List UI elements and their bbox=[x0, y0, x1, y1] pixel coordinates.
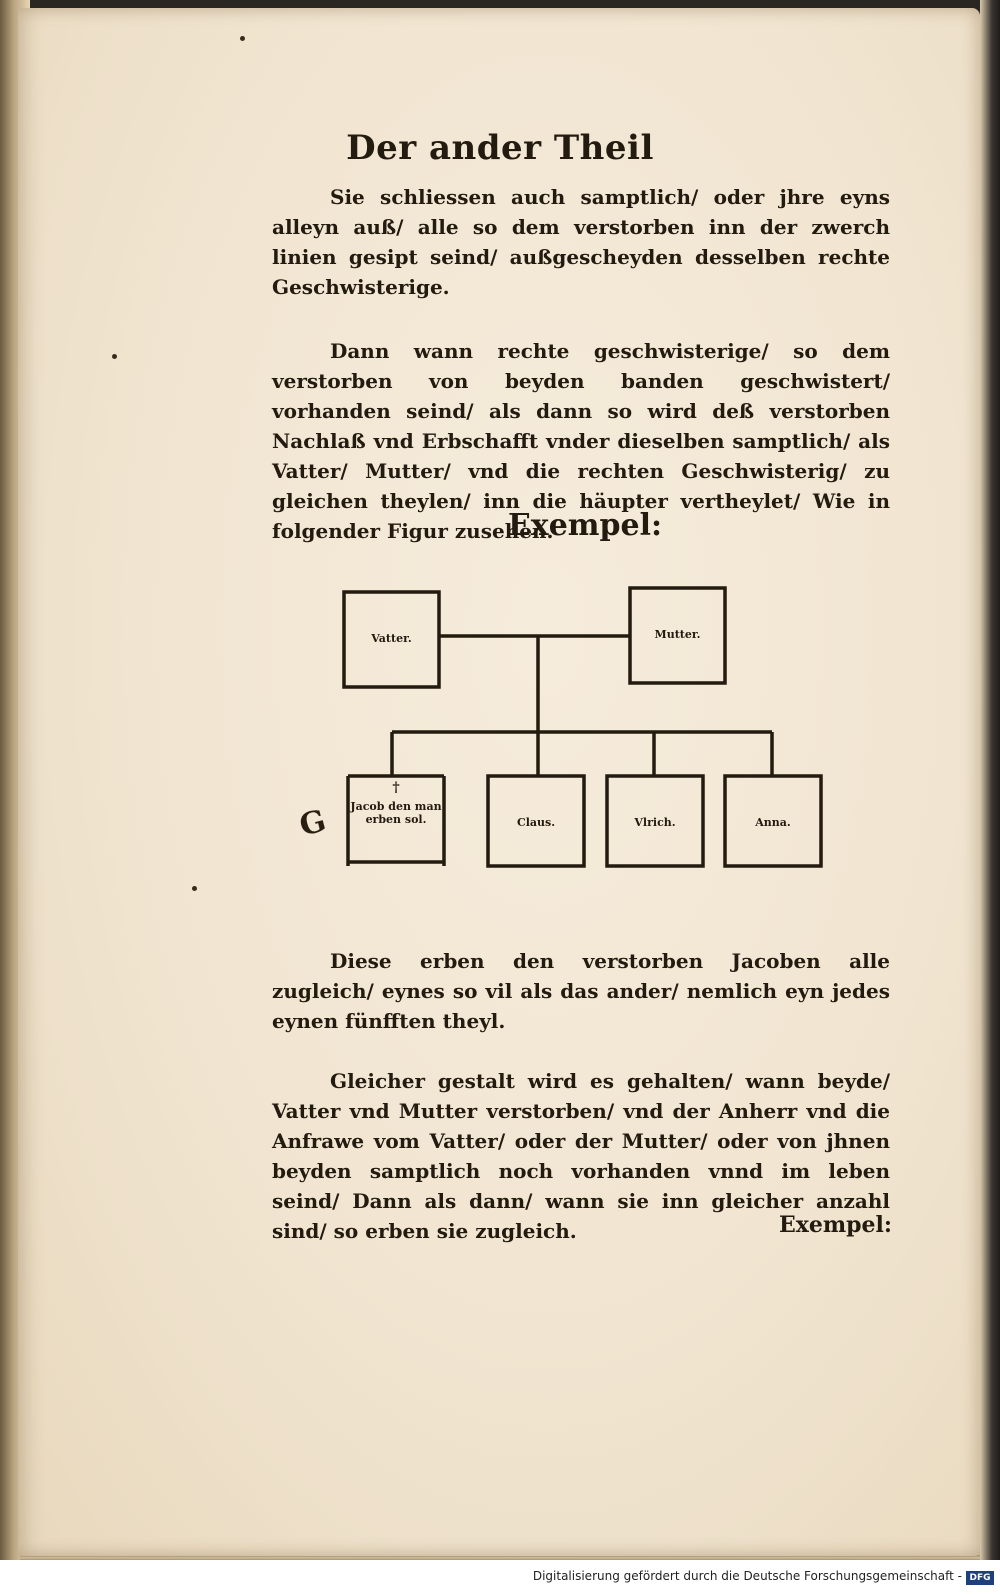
running-head: Der ander Theil bbox=[346, 128, 654, 168]
ink-speck bbox=[192, 886, 197, 891]
kinship-diagram-lines bbox=[300, 580, 840, 880]
label-anna: Anna. bbox=[755, 816, 791, 829]
label-mutter: Mutter. bbox=[654, 628, 701, 641]
label-claus: Claus. bbox=[516, 816, 556, 829]
marginal-hand-mark: G bbox=[295, 803, 330, 844]
paragraph-1-text: Sie schliessen auch samptlich/ oder jhre eyns alleyn auß/ alle so dem verstorben inn der zwerch linien gesipt seind/ außgescheyden desselben rechte Geschwisterige. bbox=[272, 185, 890, 299]
catchword: Exempel: bbox=[778, 1212, 892, 1238]
footer-bar bbox=[0, 1560, 1000, 1595]
page-edge-right bbox=[980, 0, 1000, 1560]
footer-credit: Digitalisierung gefördert durch die Deutsche Forschungsgemeinschaft - bbox=[532, 1569, 962, 1583]
example-heading: Exempel: bbox=[507, 508, 663, 543]
paragraph-4-text: Gleicher gestalt wird es gehalten/ wann beyde/ Vatter vnd Mutter verstorben/ vnd der Anherr vnd die Anfrawe vom Vatter/ oder der Mutter/ oder von jhnen beyden samptlich noch vorhanden vnnd im leben seind/ Dann als dann/ wann sie inn gleicher anzahl sind/ so erben sie zugleich. bbox=[272, 1069, 890, 1243]
paragraph-3 bbox=[272, 946, 890, 1036]
label-vatter: Vatter. bbox=[371, 632, 412, 645]
label-ulrich: Vlrich. bbox=[634, 816, 676, 829]
paragraph-1 bbox=[272, 182, 890, 302]
paragraph-3-text: Diese erben den verstorben Jacoben alle zugleich/ eynes so vil als das ander/ nemlich eyn jedes eynen fünfften theyl. bbox=[272, 949, 890, 1033]
paragraph-2-text: Dann wann rechte geschwisterige/ so dem verstorben von beyden banden geschwistert/ vorhanden seind/ als dann so wird deß verstorben Nachlaß vnd Erbschafft vnder dieselben samptlich/ als Vatter/ Mutter/ vnd die rechten Geschwisterig/ zu gleichen theylen/ inn die häupter vertheylet/ Wie in folgender Figur zusehen. bbox=[272, 339, 890, 543]
ink-speck bbox=[112, 354, 117, 359]
ink-speck bbox=[240, 36, 245, 41]
label-jacob: Jacob den man erben sol. bbox=[350, 800, 442, 826]
kinship-diagram bbox=[300, 580, 840, 880]
dfg-logo: DFG bbox=[966, 1571, 994, 1585]
cross-mark: † bbox=[392, 780, 400, 796]
